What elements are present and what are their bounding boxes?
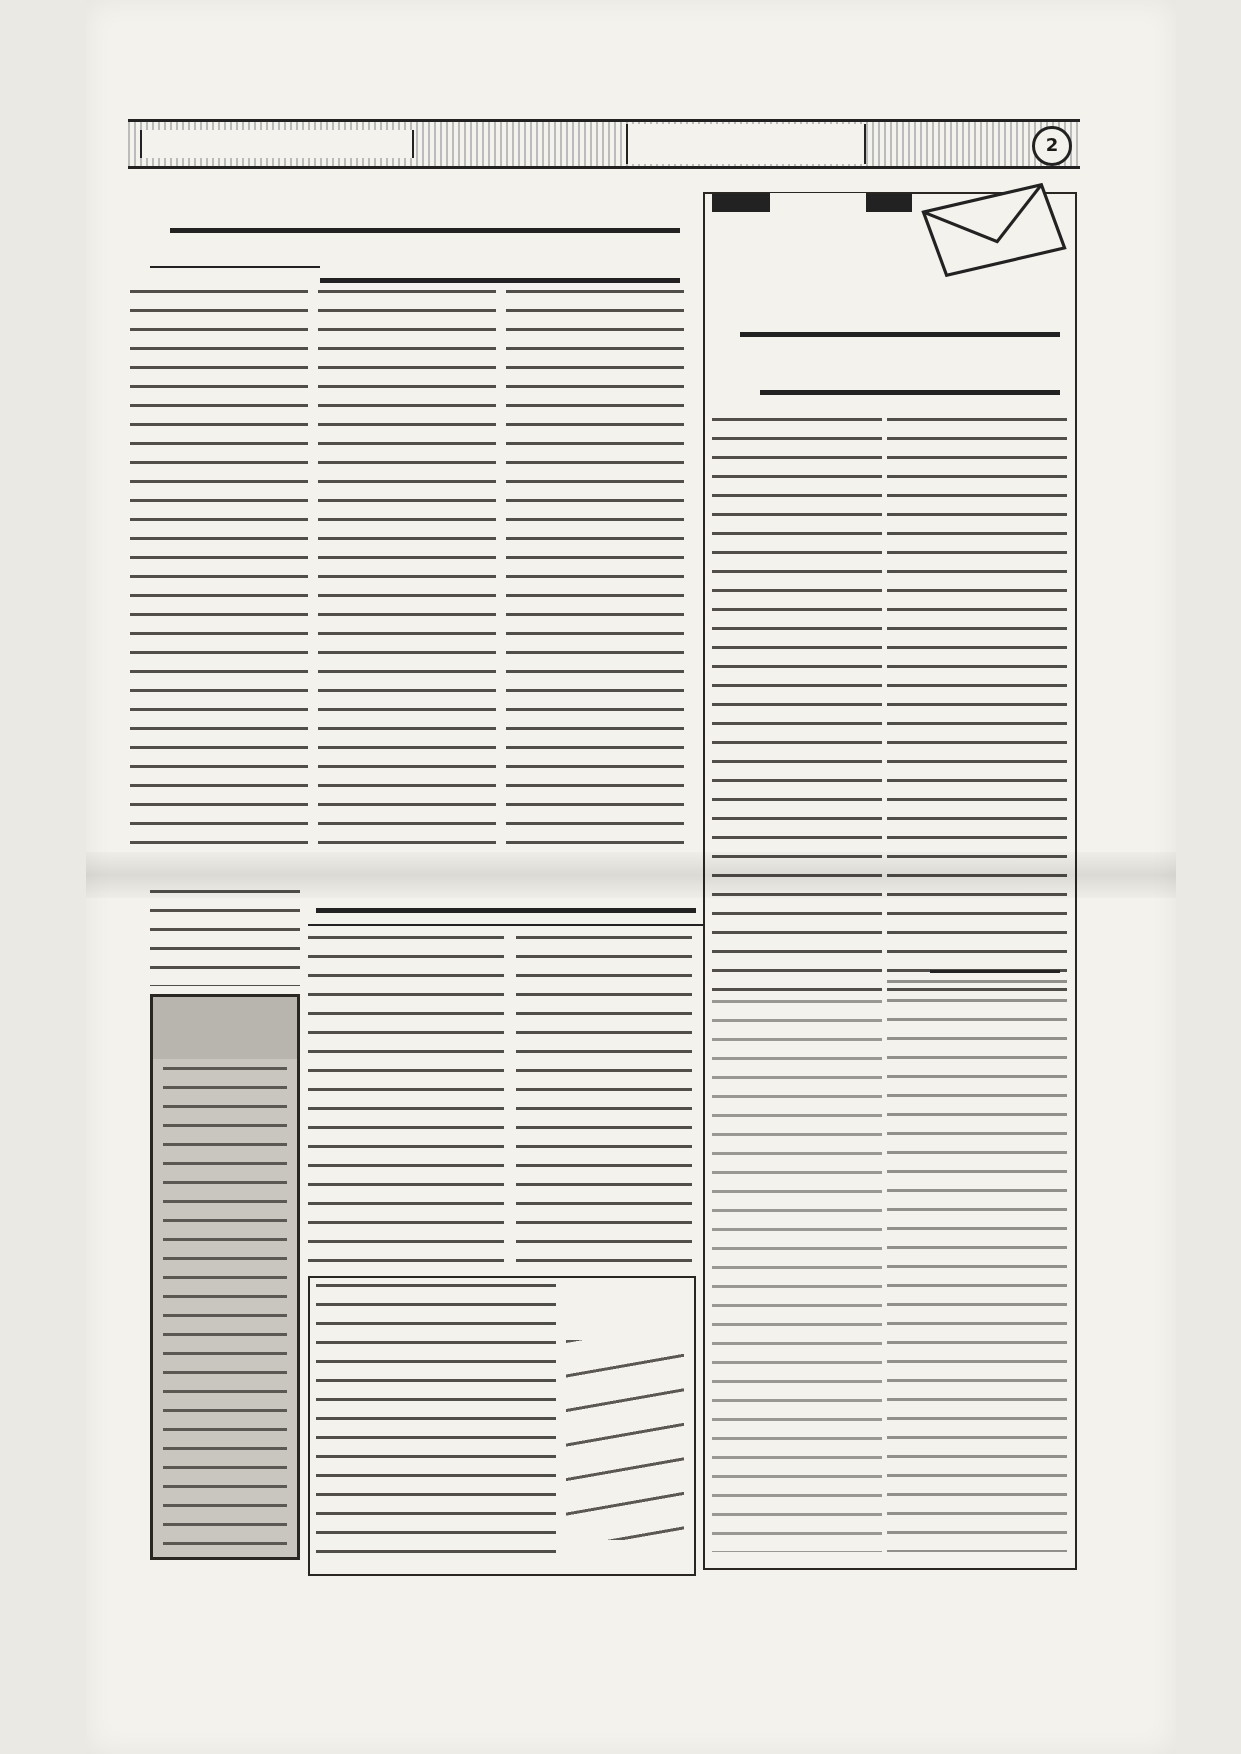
colophon-publication-name bbox=[153, 997, 297, 1059]
foreign-ministry-column-a bbox=[887, 418, 1067, 998]
masthead-title bbox=[626, 124, 866, 164]
union-freedoms-column-3 bbox=[150, 890, 300, 986]
foreign-ministry-author bbox=[770, 193, 866, 213]
foreign-ministry-headline bbox=[720, 292, 1060, 404]
headline-stroke-1 bbox=[740, 298, 1060, 337]
negotiations-author bbox=[150, 238, 320, 268]
colophon-staff-lines bbox=[163, 1067, 287, 1547]
page-number: 2 bbox=[1032, 126, 1072, 166]
surprise-article-handwriting bbox=[566, 1340, 684, 1540]
headline-stroke-2 bbox=[760, 356, 1060, 395]
foreign-ministry-column-c bbox=[712, 1000, 882, 1552]
masthead-date bbox=[140, 130, 414, 158]
negotiations-headline-stroke-1 bbox=[170, 192, 680, 233]
letter-from-paris-label bbox=[920, 214, 1040, 254]
union-headline-stroke bbox=[316, 892, 696, 913]
colophon-box bbox=[150, 994, 300, 1560]
foreign-ministry-column-b bbox=[712, 418, 882, 998]
union-freedoms-column-2 bbox=[308, 936, 504, 1276]
socialist-rally-column bbox=[887, 980, 1067, 1552]
union-freedoms-column-1 bbox=[516, 936, 692, 1276]
masthead bbox=[128, 119, 1080, 169]
union-freedoms-headline bbox=[308, 880, 703, 926]
negotiations-column-3 bbox=[130, 290, 308, 850]
negotiations-headline-stroke-2 bbox=[320, 242, 680, 283]
negotiations-column-1 bbox=[506, 290, 684, 850]
negotiations-column-2 bbox=[318, 290, 496, 850]
surprise-article-column-1 bbox=[316, 1284, 556, 1568]
socialist-rally-subhead bbox=[930, 948, 1060, 973]
